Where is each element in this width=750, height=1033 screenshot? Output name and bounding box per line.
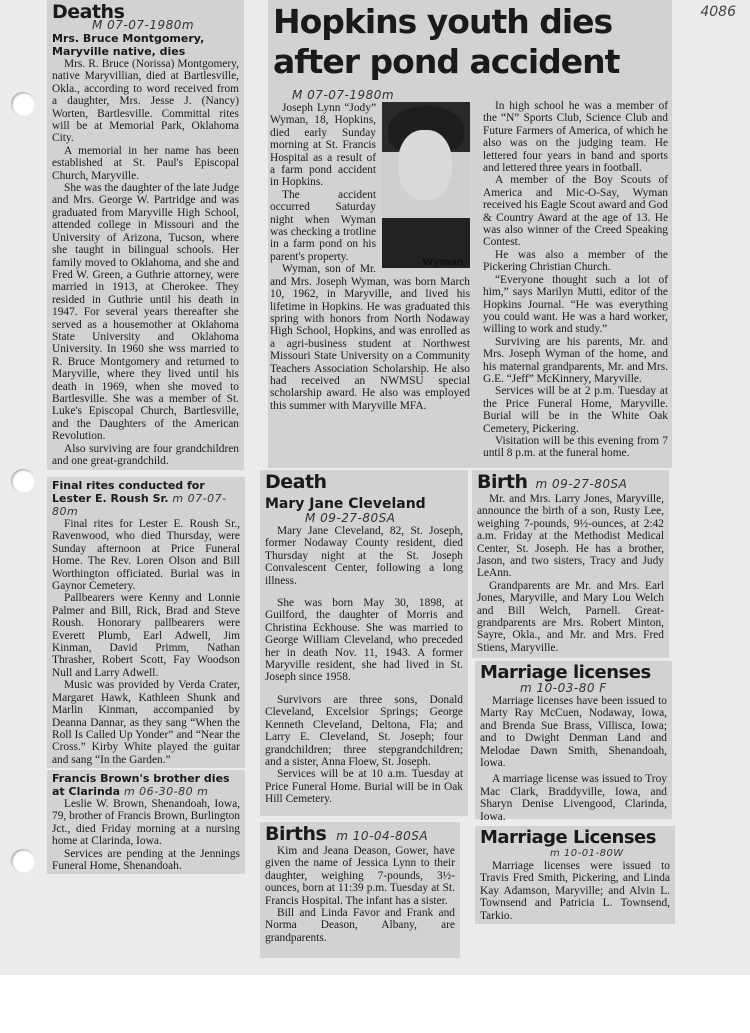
clipping-births xyxy=(260,822,460,958)
punch-hole xyxy=(11,469,35,493)
paragraph: Mary Jane Cleveland, 82, St. Joseph, former Nodaway County resident, died Thursday night at the St. Joseph Convalescent Center, following a long illness. xyxy=(265,525,463,587)
article-subhead: Mrs. Bruce Montgomery, Maryville native, dies xyxy=(52,32,205,58)
handwritten-date: m 06-30-80 m xyxy=(123,785,209,798)
paragraph: Kim and Jeana Deason, Gower, have given the name of Jessica Lynn to their daughter, weighing 7-pounds, 3½-ounces, born at 11:39 p.m. Tuesday at St. Francis Hospital. The infant has a sister. xyxy=(265,845,455,907)
section-heading: Births xyxy=(265,823,327,845)
section-heading: Marriage Licenses xyxy=(480,827,656,848)
handwritten-date: m 10-03-80 F xyxy=(520,681,607,695)
paragraph: Marriage licenses have been issued to Marty Ray McCuen, Nodaway, Iowa, and Brenda Sue Brass, Villisca, Iowa; and to Dwight Denman Land and Melodae Dawn Smith, Shenandoah, Iowa. xyxy=(480,695,667,770)
page-number: 4086 xyxy=(700,4,736,20)
paragraph: Grandparents are Mr. and Mrs. Earl Jones, Maryville, and Mary Lou Welch and Bill Welch, Parnell. Great-grandparents are Mrs. Robert Minton, Sayre, Okla., and Mr. and Mrs. Fred Stiens, Maryville. xyxy=(477,579,664,654)
paragraph: Visitation will be this evening from 7 until 8 p.m. at the funeral home. xyxy=(483,434,668,460)
portrait-photo xyxy=(382,102,470,268)
handwritten-date: m 09-27-80SA xyxy=(535,477,628,491)
section-heading: Deaths xyxy=(52,1,125,23)
clipping-roush-obituary xyxy=(47,477,245,768)
handwritten-date: m 07-07-80m xyxy=(52,492,227,518)
section-heading: Marriage licenses xyxy=(480,662,651,683)
paragraph: Leslie W. Brown, Shenandoah, Iowa, 79, brother of Francis Brown, Burlington Jct., died Friday morning at a nursing home at Clarinda, Iowa. xyxy=(52,798,240,848)
paragraph: Services will be at 10 a.m. Tuesday at Price Funeral Home. Burial will be in Oak Hill Cemetery. xyxy=(265,768,463,806)
article-subhead xyxy=(52,479,240,518)
clipping-wyman-obituary xyxy=(268,0,672,468)
photo-caption: Wyman xyxy=(422,257,464,268)
punch-hole xyxy=(11,92,35,116)
paragraph: A marriage license was issued to Troy Mac Clark, Braddyville, Iowa, and Sharyn Denise Livengood, Clarinda, Iowa. xyxy=(480,773,667,823)
paragraph: Bill and Linda Favor and Frank and Norma Deason, Albany, are grandparents. xyxy=(265,907,455,944)
section-heading: Death xyxy=(265,471,327,493)
clipping-marriage-licenses xyxy=(475,661,672,823)
article-subhead-text: Francis Brown's brother dies at Clarinda xyxy=(52,772,230,798)
paragraph: “Everyone thought such a lot of him,” says Marilyn Mutti, editor of the Hopkins Journal. “He was everything you could want. He was a hard worker, willing to work and study.” xyxy=(483,273,668,336)
headline: Hopkins youth dies xyxy=(273,2,613,41)
paragraph: Final rites for Lester E. Roush Sr., Ravenwood, who died Thursday, were Sunday afternoon at Price Funeral Home. The Rev. Loren Olson and Bill Worthington officiated. Burial was in Gaynor Cemetery. xyxy=(52,518,240,593)
paragraph: Mrs. R. Bruce (Norissa) Montgomery, native Maryvillian, died at Bartlesville, Okla., according to word received from a daughter, Mrs. Jesse J. (Nancy) Worten, Bartlesville. Committal rites will be at Memorial Park, Oklahoma City. xyxy=(52,58,239,145)
handwritten-date: M 07-07-1980m xyxy=(292,88,395,102)
paragraph: Music was provided by Verda Crater, Margaret Hawk, Kathleen Shunk and Marlin Kinman, accompanied by Deanna Dannar, as they sang “When the Roll Is Called Up Yonder” and “Near the Cross.” Kirby White played the guitar and sang “In the Garden.” xyxy=(52,679,240,766)
handwritten-date: M 09-27-80SA xyxy=(305,511,396,525)
paragraph: The accident occurred Saturday night when Wyman was checking a trotline in a farm pond on his parent's property. xyxy=(270,188,376,263)
article-column xyxy=(270,88,470,412)
paragraph: A member of the Boy Scouts of America and Mic-O-Say, Wyman received his Eagle Scout award and God & Country Award at the age of 13. He was also winner of the Creed Speaking Contest. xyxy=(483,174,668,249)
paragraph: In high school he was a member of the “N” Sports Club, Science Club and Future Farmers of America, of which he also was on the judging team. He lettered four years in band and sports and lettered three years in football. xyxy=(483,100,668,175)
handwritten-date: m 10-01-80W xyxy=(550,848,624,859)
headline: after pond accident xyxy=(273,42,620,81)
photo-face xyxy=(398,130,452,200)
paragraph: Wyman, son of Mr. and Mrs. Joseph Wyman, was born March 10, 1962, in Maryville, and lived his lifetime in Hopkins. He was graduated this spring with honors from North Nodaway High School, Hopkins, and was enrolled as a agri-business student at Northwest Missouri State University on a Community Teachers Association Scholarship. He also had received an NWMSU special scholarship award. He also was employed this summer with Maryville MFA. xyxy=(270,263,470,412)
handwritten-date: M 07-07-1980m xyxy=(92,18,195,32)
paragraph: Joseph Lynn “Jody” Wyman, 18, Hopkins, died early Sunday morning at St. Francis Hospital as a result of a farm pond accident in Hopkins. xyxy=(270,102,376,189)
paragraph: Mr. and Mrs. Larry Jones, Maryville, announce the birth of a son, Rusty Lee, weighing 7-pounds, 9½-ounces, at 2:42 a.m. Friday at the Methodist Medical Center, St. Joseph. He has a brother, Jason, and two sisters, Tracy and Judy LeAnn. xyxy=(477,493,664,580)
paragraph: Pallbearers were Kenny and Lonnie Palmer and Bill, Rick, Brad and Steve Roush. Honorary pallbearers were Everett Plumb, Earl Adwell, Jim Kinman, David Primm, Nathan Thrasher, Robert Scott, Fay Woodson Null and Larry Adwell. xyxy=(52,592,240,679)
paragraph: Surviving are his parents, Mr. and Mrs. Joseph Wyman of the home, and his maternal grandparents, Mr. and Mrs. G.E. “Jeff” McKinnery, Maryville. xyxy=(483,335,668,385)
handwritten-date: m 10-04-80SA xyxy=(336,829,429,843)
article-subhead xyxy=(52,772,240,798)
paragraph: Marriage licenses were issued to Travis Fred Smith, Pickering, and Linda Kay Adamson, Maryville; and Alvin L. Townsend and Patricia L. Townsend, Tarkio. xyxy=(480,860,670,922)
paragraph: A memorial in her name has been established at St. Paul's Episcopal Church, Maryville. xyxy=(52,144,239,182)
paragraph: Survivors are three sons, Donald Cleveland, Excelsior Springs; George Kenneth Cleveland, Deltona, Fla; and Larry E. Cleveland, St. Joseph; four grandchildren; three stepgrandchildren; and a sister, Anna Floew, St. Joseph. xyxy=(265,693,463,768)
paragraph: He was also a member of the Pickering Christian Church. xyxy=(483,248,668,274)
article-subhead-text: Final rites conducted for Lester E. Roush Sr. xyxy=(52,479,205,505)
clipping-cleveland-obituary xyxy=(260,470,468,816)
paragraph: Services will be at 2 p.m. Tuesday at the Price Funeral Home, Maryville. Burial will be in the White Oak Cemetery, Pickering. xyxy=(483,385,668,435)
paragraph: Services are pending at the Jennings Funeral Home, Shenandoah. xyxy=(52,847,240,873)
clipping-birth xyxy=(472,470,669,658)
paragraph: She was the daughter of the late Judge and Mrs. George W. Partridge and was graduated from Maryville High School, attended college in Missouri and the University of Arizona, Tucson, where she taught in bilingual schools. Her family moved to Oklahoma, and she and Fred W. Green, a Guthrie attorney, were married in 1913, at Cherokee. They resided in Guthrie until his death in 1947. For several years thereafter she served as a housemother at Oklahoma State University and Oklahoma University. In 1960 she wss married to R. Bruce Montgomery and returned to Maryville, where they lived until his death in 1969, when she moved to Bartlesville. She was a member of St. Luke's Episcopal Church, Bartlesville, and the Daughters of the American Revolution. xyxy=(52,182,239,443)
punch-hole xyxy=(11,849,35,873)
clipping-marriage-licenses xyxy=(475,826,675,924)
article-subhead: Mary Jane Cleveland xyxy=(265,496,426,512)
clipping-brown-obituary xyxy=(47,770,245,874)
clipping-montgomery-obituary xyxy=(47,0,244,470)
article-column xyxy=(483,100,668,460)
paragraph: She was born May 30, 1898, at Guilford, the daughter of Morris and Christina Eckhouse. She was married to George William Cleveland, who preceded her in death Nov. 11, 1943. A former Maryville resident, she had lived in St. Joseph since 1958. xyxy=(265,597,463,684)
paragraph: Also surviving are four grandchildren and one great-grandchild. xyxy=(52,442,239,467)
section-heading: Birth xyxy=(477,471,528,493)
